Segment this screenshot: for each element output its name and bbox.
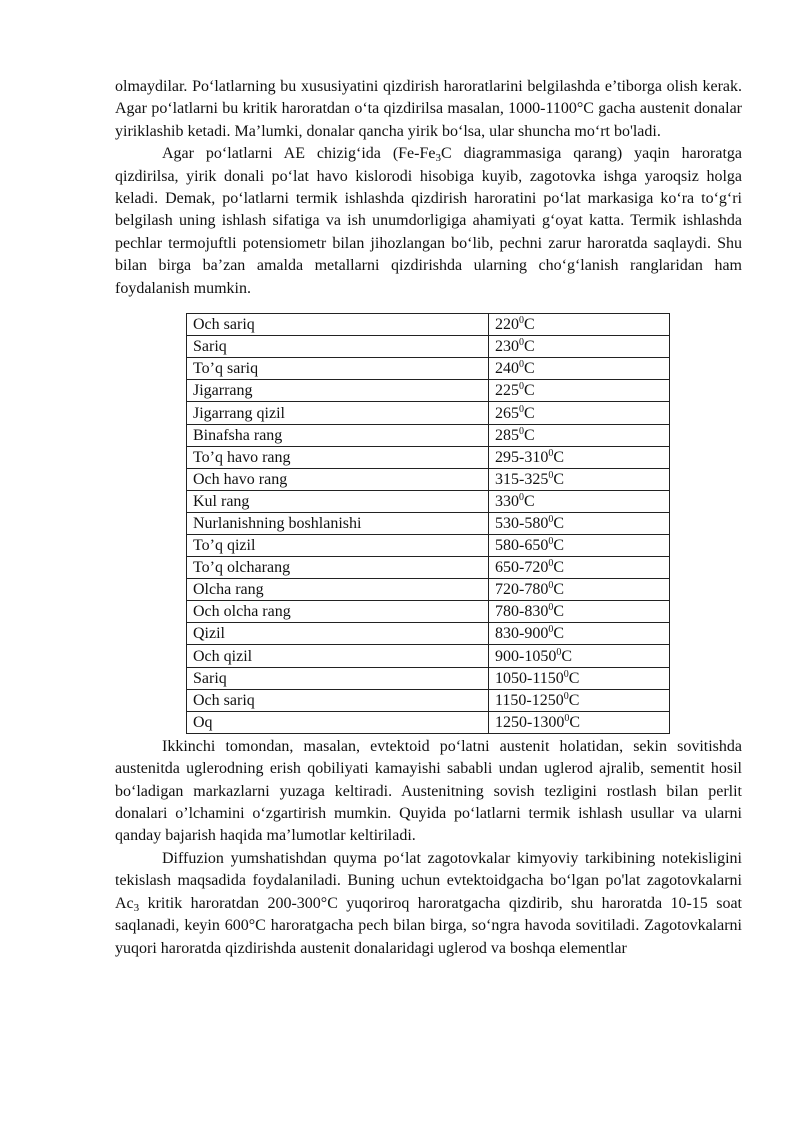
color-name-cell: Qizil (187, 623, 489, 645)
temperature-value: 1050-1150 (495, 669, 564, 687)
temperature-unit: C (524, 404, 535, 422)
color-name-cell: To’q havo rang (187, 446, 489, 468)
degree-mark: 0 (519, 491, 524, 503)
table-row (187, 314, 670, 336)
temperature-value: 650-720 (495, 559, 549, 577)
color-name-cell: To’q qizil (187, 535, 489, 557)
temperature-cell (489, 535, 670, 557)
degree-mark: 0 (548, 602, 554, 614)
heat-color-table (186, 313, 670, 734)
temperature-value: 1150-1250 (495, 691, 564, 709)
degree-mark: 0 (519, 337, 524, 349)
table-row (187, 402, 670, 424)
temperature-cell (489, 490, 670, 512)
table-row (187, 380, 670, 402)
degree-mark: 0 (519, 403, 524, 415)
temperature-cell (489, 512, 670, 534)
table-row (187, 468, 670, 490)
degree-mark: 0 (548, 624, 554, 636)
degree-mark: 0 (548, 469, 554, 481)
temperature-unit: C (561, 647, 572, 665)
temperature-value: 225 (495, 382, 519, 400)
degree-mark: 0 (563, 668, 569, 680)
color-name-cell: Olcha rang (187, 579, 489, 601)
temperature-cell (489, 711, 670, 733)
temperature-unit: C (553, 625, 564, 643)
table-row (187, 579, 670, 601)
paragraph-3: Ikkinchi tomondan, masalan, evtektoid po‘latni austenit holatidan, sekin sovitishda austenitda uglerodning erish qobiliyati kamayishi sababli undan uglerod ajralib, sementit hosil bo‘ladigan markazlarni yuzaga keltiradi. Austenitning sovish tezligini rostlash bilan perlit donalari o’lchamini o‘zgartirish mumkin. Quyida po‘latlarni termik ishlash usullar va ularni qanday bajarish haqida ma’lumotlar keltiriladi. (115, 737, 742, 845)
table-row (187, 645, 670, 667)
temperature-cell (489, 314, 670, 336)
paragraph-2 (115, 143, 742, 300)
table-row (187, 512, 670, 534)
temperature-unit: C (524, 360, 535, 378)
temperature-value: 230 (495, 338, 519, 356)
temperature-cell (489, 402, 670, 424)
degree-mark: 0 (548, 447, 554, 459)
temperature-unit: C (568, 669, 580, 687)
temperature-value: 1250-1300 (495, 713, 565, 731)
degree-mark: 0 (548, 536, 554, 548)
temperature-unit: C (524, 382, 535, 400)
temperature-value: 220 (495, 316, 519, 334)
temperature-value: 315-325 (495, 470, 549, 488)
degree-mark: 0 (556, 646, 562, 658)
color-name-cell: Sariq (187, 336, 489, 358)
temperature-unit: C (568, 691, 580, 709)
degree-mark: 0 (548, 514, 554, 525)
color-name-cell: Och qizil (187, 645, 489, 667)
degree-mark: 0 (548, 580, 554, 592)
color-name-cell: Och havo rang (187, 468, 489, 490)
table-row (187, 711, 670, 733)
table-row (187, 336, 670, 358)
color-name-cell: Kul rang (187, 490, 489, 512)
color-name-cell: Och sariq (187, 689, 489, 711)
temperature-unit: C (553, 448, 564, 466)
color-name-cell: Jigarrang qizil (187, 402, 489, 424)
table-row (187, 446, 670, 468)
color-name-cell: Binafsha rang (187, 424, 489, 446)
table-row (187, 689, 670, 711)
temperature-cell (489, 424, 670, 446)
heat-color-table-body (187, 314, 670, 734)
paragraph-2-part-b: C diagrammasiga qarang) yaqin haroratga qizdirilsa, yirik donali po‘lat havo kislorodi hisobiga kuyib, zagotovka ishga yaroqsiz holga keladi. Demak, po‘latlarni termik ishlashda qizdirish haroratini po‘lat markasiga ko‘ra to‘g‘ri belgilash uning ishlash sifatiga va ish unumdorligiga ahamiyati g‘oyat katta. Termik ishlashda pechlar termojuftli potensiometr bilan jihozlangan bo‘lib, pechni zarur haroratda saqlaydi. Shu bilan birga ba’zan amalda metallarni qizdirishda ularning cho‘g‘lanish ranglaridan ham foydalanish mumkin. (115, 145, 742, 297)
table-row (187, 490, 670, 512)
paragraph-2-part-a: Agar po‘latlarni AE chizig‘ida (Fe-Fe (162, 145, 436, 163)
temperature-cell (489, 380, 670, 402)
temperature-value: 265 (495, 404, 519, 422)
temperature-value: 830-900 (495, 625, 549, 643)
color-name-cell: Och olcha rang (187, 601, 489, 623)
temperature-cell (489, 358, 670, 380)
color-name-cell: To’q sariq (187, 358, 489, 380)
temperature-value: 240 (495, 360, 519, 378)
subscript-3: 3 (133, 901, 140, 914)
paragraph-4 (115, 848, 742, 960)
temperature-unit: C (524, 492, 535, 510)
temperature-cell (489, 468, 670, 490)
temperature-unit: C (553, 559, 564, 577)
subscript-3: 3 (435, 152, 441, 165)
degree-mark: 0 (519, 381, 524, 393)
color-name-cell: To’q olcharang (187, 557, 489, 579)
temperature-unit: C (553, 581, 564, 599)
color-name-cell: Jigarrang (187, 380, 489, 402)
temperature-unit: C (569, 713, 580, 731)
table-row (187, 601, 670, 623)
paragraph-1: olmaydilar. Po‘latlarning bu xususiyatini qizdirish haroratlarini belgilashda e’tiborga olish kerak. Agar po‘latlarni bu kritik haroratdan o‘ta qizdirilsa masalan, 1000-1100°C gacha austenit donalar yiriklashib ketadi. Ma’lumki, donalar qancha yirik bo‘lsa, ular shuncha mo‘rt bo'ladi. (115, 78, 742, 140)
temperature-value: 900-1050 (495, 647, 557, 665)
degree-mark: 0 (519, 315, 524, 327)
document-page (115, 76, 742, 960)
temperature-cell (489, 601, 670, 623)
table-row (187, 623, 670, 645)
temperature-value: 780-830 (495, 603, 549, 621)
table-row (187, 667, 670, 689)
temperature-value: 580-650 (495, 537, 549, 555)
temperature-value: 530-580 (495, 515, 549, 532)
table-row (187, 535, 670, 557)
table-row (187, 557, 670, 579)
temperature-unit: C (524, 338, 535, 356)
degree-mark: 0 (519, 359, 524, 371)
temperature-cell (489, 336, 670, 358)
table-row (187, 424, 670, 446)
temperature-unit: C (553, 515, 564, 532)
paragraph-4-part-a: Diffuzion yumshatishdan quyma po‘lat zagotovkalar kimyoviy tarkibining notekisligini tekislash maqsadida foydalaniladi. Buning uchun evtektoidgacha bo‘lgan po'lat zagotovkalarni Ac (115, 849, 742, 912)
color-name-cell: Och sariq (187, 314, 489, 336)
temperature-unit: C (553, 470, 564, 488)
temperature-value: 295-310 (495, 448, 549, 466)
temperature-unit: C (524, 426, 535, 444)
temperature-value: 285 (495, 426, 519, 444)
temperature-cell (489, 645, 670, 667)
temperature-unit: C (553, 537, 564, 555)
temperature-cell (489, 557, 670, 579)
table-row (187, 358, 670, 380)
temperature-cell (489, 579, 670, 601)
color-name-cell: Nurlanishning boshlanishi (187, 512, 489, 534)
temperature-value: 330 (495, 492, 519, 510)
temperature-cell (489, 446, 670, 468)
temperature-value: 720-780 (495, 581, 549, 599)
color-name-cell: Sariq (187, 667, 489, 689)
degree-mark: 0 (563, 690, 569, 702)
temperature-unit: C (553, 603, 564, 621)
degree-mark: 0 (548, 558, 554, 570)
temperature-cell (489, 689, 670, 711)
paragraph-4-part-b: kritik haroratdan 200-300°C yuqoriroq haroratgacha qizdirib, shu haroratda 10-15 soat saqlanadi, keyin 600°C haroratgacha pech bilan birga, so‘ngra havoda sovitiladi. Zagotovkalarni yuqori haroratda qizdirishda austenit donalaridagi uglerod va boshqa elementlar (115, 894, 742, 957)
temperature-cell (489, 623, 670, 645)
degree-mark: 0 (519, 425, 524, 437)
temperature-cell (489, 667, 670, 689)
degree-mark: 0 (564, 712, 570, 724)
temperature-unit: C (524, 316, 535, 334)
color-name-cell: Oq (187, 711, 489, 733)
